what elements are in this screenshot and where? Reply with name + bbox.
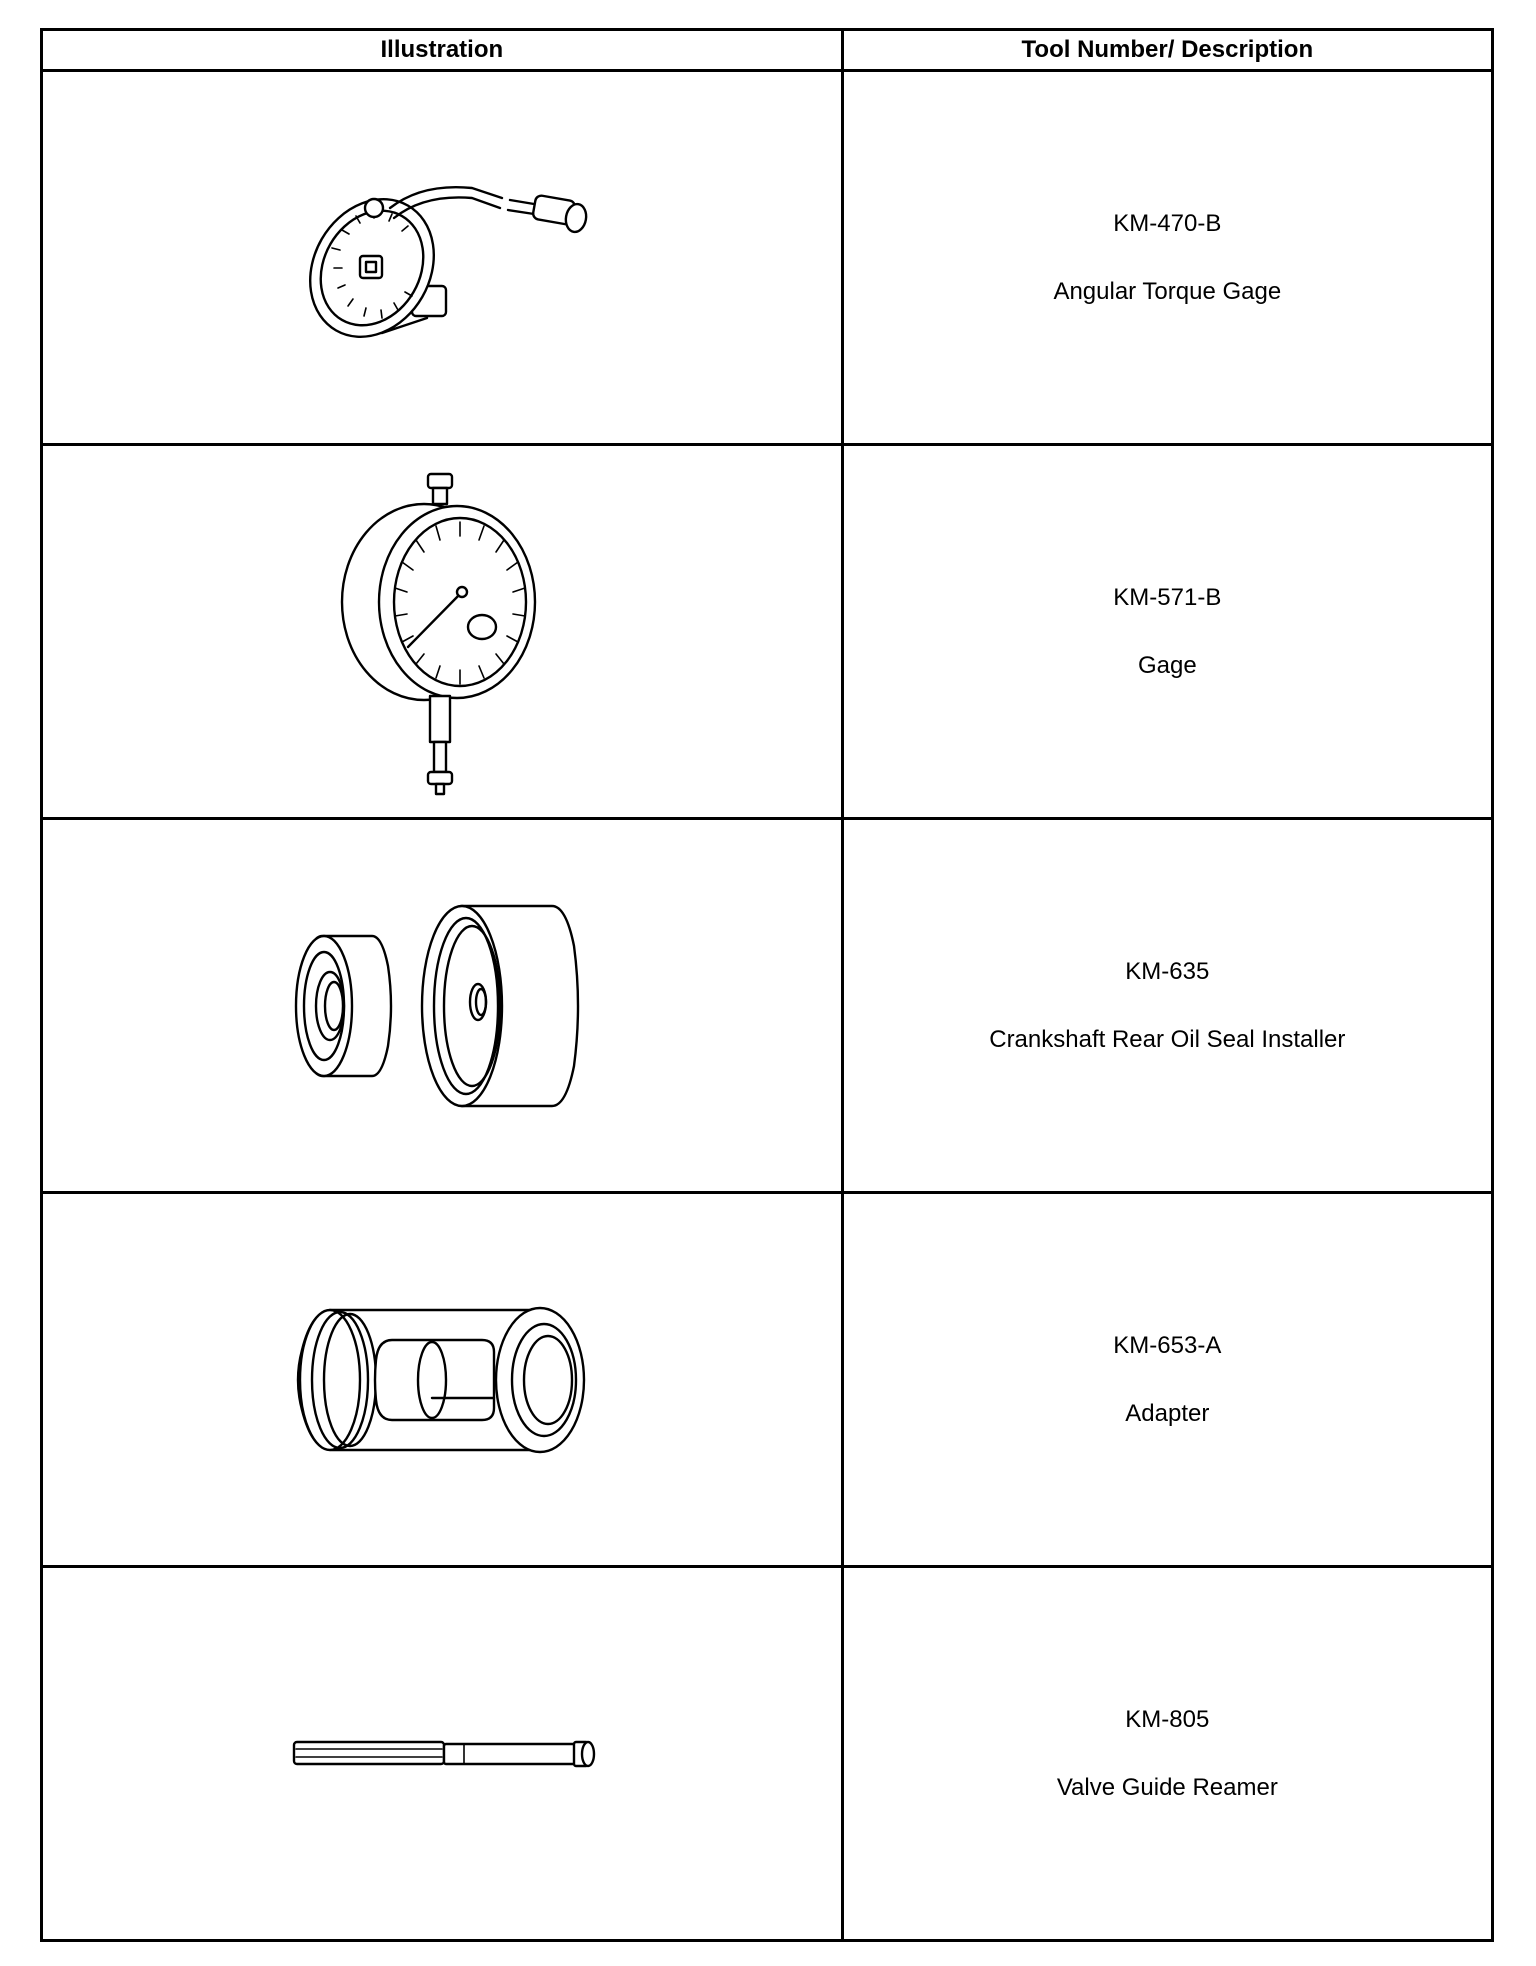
tool-description: Crankshaft Rear Oil Seal Installer	[989, 1025, 1346, 1053]
angular-torque-gage-icon	[272, 158, 612, 358]
tool-number: KM-635	[1125, 957, 1210, 985]
table-row	[42, 1193, 1493, 1567]
table-header-row	[42, 30, 1493, 71]
header-illustration: Illustration	[42, 30, 843, 71]
table-row	[42, 445, 1493, 819]
tool-description: Angular Torque Gage	[1053, 277, 1282, 305]
illustration-cell	[42, 1567, 843, 1941]
seal-installer-icon	[282, 896, 602, 1116]
tool-info-cell	[842, 445, 1492, 819]
tool-number: KM-571-B	[1113, 583, 1222, 611]
table-row	[42, 819, 1493, 1193]
tool-info-cell	[842, 1193, 1492, 1567]
table-row	[42, 1567, 1493, 1941]
illustration-cell	[42, 445, 843, 819]
tool-info-cell	[842, 71, 1492, 445]
header-tool-number-description: Tool Number/ Description	[842, 30, 1492, 71]
special-tools-table	[40, 28, 1494, 1942]
tool-number: KM-653-A	[1113, 1331, 1222, 1359]
tool-description: Adapter	[1125, 1399, 1210, 1427]
tool-number: KM-805	[1125, 1705, 1210, 1733]
tool-description: Valve Guide Reamer	[1056, 1773, 1278, 1801]
tool-info-cell	[842, 1567, 1492, 1941]
illustration-cell	[42, 71, 843, 445]
tool-number: KM-470-B	[1113, 209, 1222, 237]
valve-guide-reamer-icon	[282, 1714, 602, 1794]
illustration-cell	[42, 819, 843, 1193]
adapter-icon	[282, 1280, 602, 1480]
table-row	[42, 71, 1493, 445]
illustration-cell	[42, 1193, 843, 1567]
tool-info-cell	[842, 819, 1492, 1193]
tool-description: Gage	[1137, 651, 1197, 679]
dial-gage-icon	[332, 462, 552, 802]
